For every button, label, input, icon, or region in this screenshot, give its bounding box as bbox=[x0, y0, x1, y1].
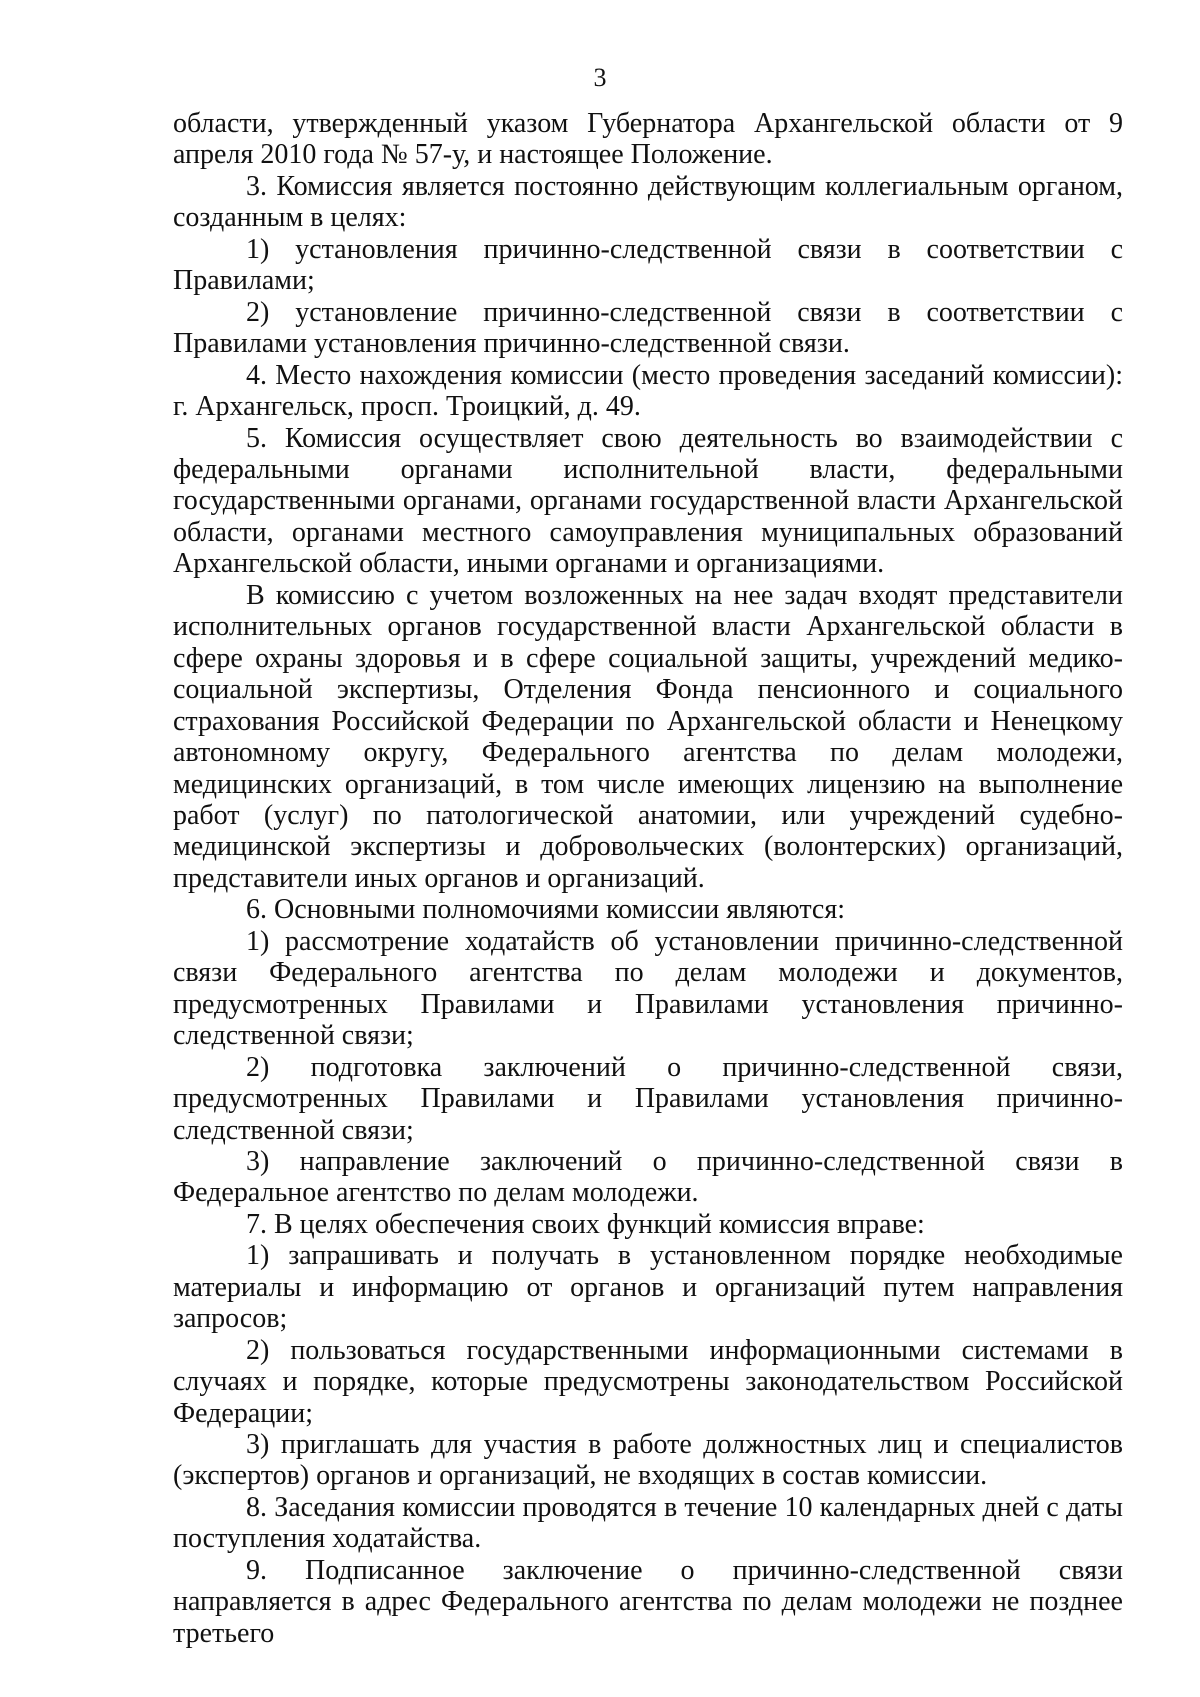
paragraph-item-6: 6. Основными полномочиями комиссии являются: bbox=[246, 894, 846, 926]
paragraph-item-7: 7. В целях обеспечения своих функций комиссия вправе: bbox=[246, 1208, 925, 1240]
paragraph-item-5: 5. Комиссия осуществляет свою деятельность во взаимодействии с федеральными органами исполнительной власти, федеральными государственными органами, органами государственной власти Архангельской области, органами местного самоуправления муниципальных образований Архангельской области, иными органами и организациями. bbox=[173, 422, 1123, 580]
paragraph-item-5-composition: В комиссию с учетом возложенных на нее задач входят представители исполнительных органов государственной власти Архангельской области в сфере охраны здоровья и в сфере социальной защиты, учреждений медико-социальной экспертизы, Отделения Фонда пенсионного и социального страхования Российской Федерации по Архангельской области и Ненецкому автономному округу, Федерального агентства по делам молодежи, медицинских организаций, в том числе имеющих лицензию на выполнение работ (услуг) по патологической анатомии, или учреждений судебно-медицинской экспертизы и добровольческих (волонтерских) организаций, представители иных органов и организаций. bbox=[173, 579, 1123, 894]
paragraph-item-6-2: 2) подготовка заключений о причинно-следственной связи, предусмотренных Правилами и Правилами установления причинно-следственной связи; bbox=[173, 1051, 1123, 1146]
paragraph-item-7-3: 3) приглашать для участия в работе должностных лиц и специалистов (экспертов) органов и организаций, не входящих в состав комиссии. bbox=[173, 1429, 1123, 1492]
paragraph-item-9: 9. Подписанное заключение о причинно-следственной связи направляется в адрес Федерального агентства по делам молодежи не позднее третьего bbox=[173, 1554, 1123, 1649]
paragraph-continuation: области, утвержденный указом Губернатора Архангельской области от 9 апреля 2010 года № 57-у, и настоящее Положение. bbox=[173, 108, 1123, 171]
paragraph-item-8: 8. Заседания комиссии проводятся в течение 10 календарных дней с даты поступления ходатайства. bbox=[173, 1491, 1123, 1555]
paragraph-item-3-2: 2) установление причинно-следственной связи в соответствии с Правилами установления причинно-следственной связи. bbox=[173, 296, 1123, 360]
paragraph-item-4: 4. Место нахождения комиссии (место проведения заседаний комиссии): г. Архангельск, просп. Троицкий, д. 49. bbox=[173, 359, 1123, 423]
paragraph-item-7-1: 1) запрашивать и получать в установленном порядке необходимые материалы и информацию от органов и организаций путем направления запросов; bbox=[173, 1240, 1123, 1335]
page-number: 3 bbox=[593, 63, 607, 92]
paragraph-item-6-3: 3) направление заключений о причинно-следственной связи в Федеральное агентство по делам молодежи. bbox=[173, 1145, 1123, 1209]
document-body bbox=[173, 108, 1123, 1649]
paragraph-item-7-2: 2) пользоваться государственными информационными системами в случаях и порядке, которые предусмотрены законодательством Российской Федерации; bbox=[173, 1334, 1123, 1429]
paragraph-item-3-1: 1) установления причинно-следственной связи в соответствии с Правилами; bbox=[173, 233, 1123, 297]
paragraph-item-6-1: 1) рассмотрение ходатайств об установлении причинно-следственной связи Федерального агентства по делам молодежи и документов, предусмотренных Правилами и Правилами установления причинно-следственной связи; bbox=[173, 925, 1123, 1052]
paragraph-item-3: 3. Комиссия является постоянно действующим коллегиальным органом, созданным в целях: bbox=[173, 170, 1123, 234]
